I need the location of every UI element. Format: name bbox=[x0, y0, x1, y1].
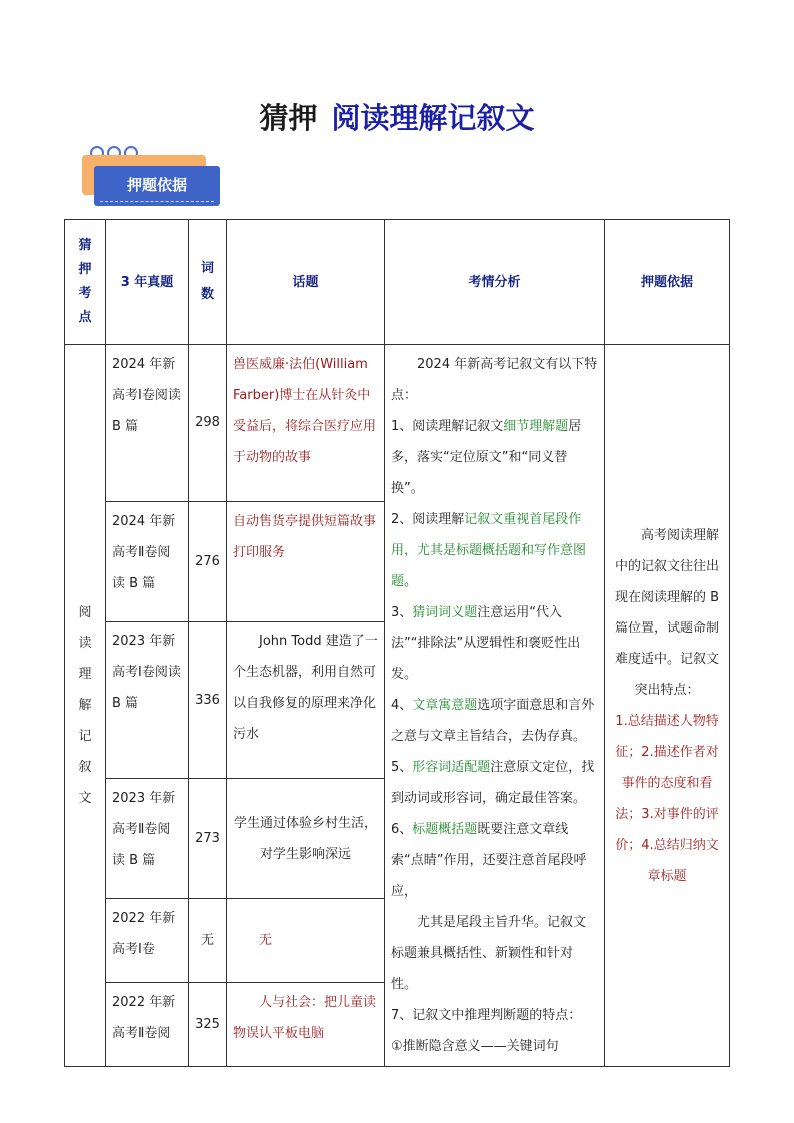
analysis-intro: 2024 年新高考记叙文有以下特点： bbox=[391, 357, 598, 403]
analysis-point-3: 3、猜词词义题注意运用“代入法”“排除法”从逻辑性和褒贬性出发。 bbox=[391, 605, 581, 682]
zhenti-cell: 2022 年新高考Ⅰ卷 bbox=[106, 899, 189, 983]
cishu-cell: 298 bbox=[189, 345, 227, 502]
cishu-cell: 336 bbox=[189, 622, 227, 779]
huati-cell: 无 bbox=[227, 899, 385, 983]
cishu-cell: 325 bbox=[189, 983, 227, 1067]
badge-label: 押题依据 bbox=[94, 166, 220, 206]
title-main: 阅读理解记叙文 bbox=[331, 101, 535, 135]
table-row bbox=[65, 345, 730, 502]
cishu-cell: 276 bbox=[189, 501, 227, 621]
yiju-points: 1.总结描述人物特征；2.描述作者对事件的态度和看法；3.对事件的评价；4.总结归纳文章标题 bbox=[615, 713, 719, 884]
analysis-table bbox=[64, 219, 730, 1067]
yiju-cell bbox=[605, 345, 730, 1067]
header-kaodian: 猜押考点 bbox=[65, 220, 106, 345]
zhenti-cell: 2024 年新高考Ⅱ卷阅读 B 篇 bbox=[106, 501, 189, 621]
header-yiju: 押题依据 bbox=[605, 220, 730, 345]
header-zhenti: 3 年真题 bbox=[106, 220, 189, 345]
table-header-row bbox=[65, 220, 730, 345]
huati-cell: 自动售货亭提供短篇故事打印服务 bbox=[227, 501, 385, 621]
analysis-cell bbox=[385, 345, 605, 1067]
analysis-point-6: 6、标题概括题既要注意文章线索“点睛”作用，还要注意首尾段呼应， bbox=[391, 822, 587, 899]
analysis-point-6b: 尤其是尾段主旨升华。记叙文标题兼具概括性、新颖性和针对性。 bbox=[391, 915, 587, 992]
cishu-cell: 273 bbox=[189, 779, 227, 899]
zhenti-cell: 2024 年新高考Ⅰ卷阅读 B 篇 bbox=[106, 345, 189, 502]
analysis-point-2: 2、阅读理解记叙文重视首尾段作用，尤其是标题概括题和写作意图题。 bbox=[391, 512, 587, 589]
page-title bbox=[0, 96, 794, 137]
header-cishu: 词数 bbox=[189, 220, 227, 345]
zhenti-cell: 2023 年新高考Ⅰ卷阅读 B 篇 bbox=[106, 622, 189, 779]
analysis-point-7a: ①推断隐含意义——关键词句 bbox=[391, 1039, 559, 1054]
header-huati: 话题 bbox=[227, 220, 385, 345]
cishu-cell: 无 bbox=[189, 899, 227, 983]
analysis-point-1: 1、阅读理解记叙文细节理解题居多，落实“定位原文”和“同义替换”。 bbox=[391, 419, 582, 496]
yiju-text: 高考阅读理解中的记叙文往往出现在阅读理解的 B 篇位置，试题命制难度适中。记叙文突出特点： bbox=[614, 527, 720, 698]
analysis-point-5: 5、形容词适配题注意原文定位，找到动词或形容词，确定最佳答案。 bbox=[391, 760, 595, 806]
header-fenxi: 考情分析 bbox=[385, 220, 605, 345]
analysis-point-7: 7、记叙文中推理判断题的特点： bbox=[391, 1008, 582, 1023]
huati-cell: 人与社会：把儿童读物误认平板电脑 bbox=[227, 983, 385, 1067]
analysis-point-4: 4、文章寓意题选项字面意思和言外之意与文章主旨结合，去伪存真。 bbox=[391, 698, 595, 744]
section-badge bbox=[80, 145, 222, 211]
huati-cell: 兽医威廉·法伯(William Farber)博士在从针灸中受益后，将综合医疗应用于动物的故事 bbox=[227, 345, 385, 502]
kaodian-cell: 阅读理解记叙文 bbox=[65, 345, 106, 1067]
title-prefix: 猜押 bbox=[259, 101, 318, 135]
zhenti-cell: 2022 年新高考Ⅱ卷阅 bbox=[106, 983, 189, 1067]
huati-cell: 学生通过体验乡村生活，对学生影响深远 bbox=[227, 779, 385, 899]
zhenti-cell: 2023 年新高考Ⅱ卷阅读 B 篇 bbox=[106, 779, 189, 899]
huati-cell: John Todd 建造了一个生态机器，利用自然可以自我修复的原理来净化污水 bbox=[227, 622, 385, 779]
